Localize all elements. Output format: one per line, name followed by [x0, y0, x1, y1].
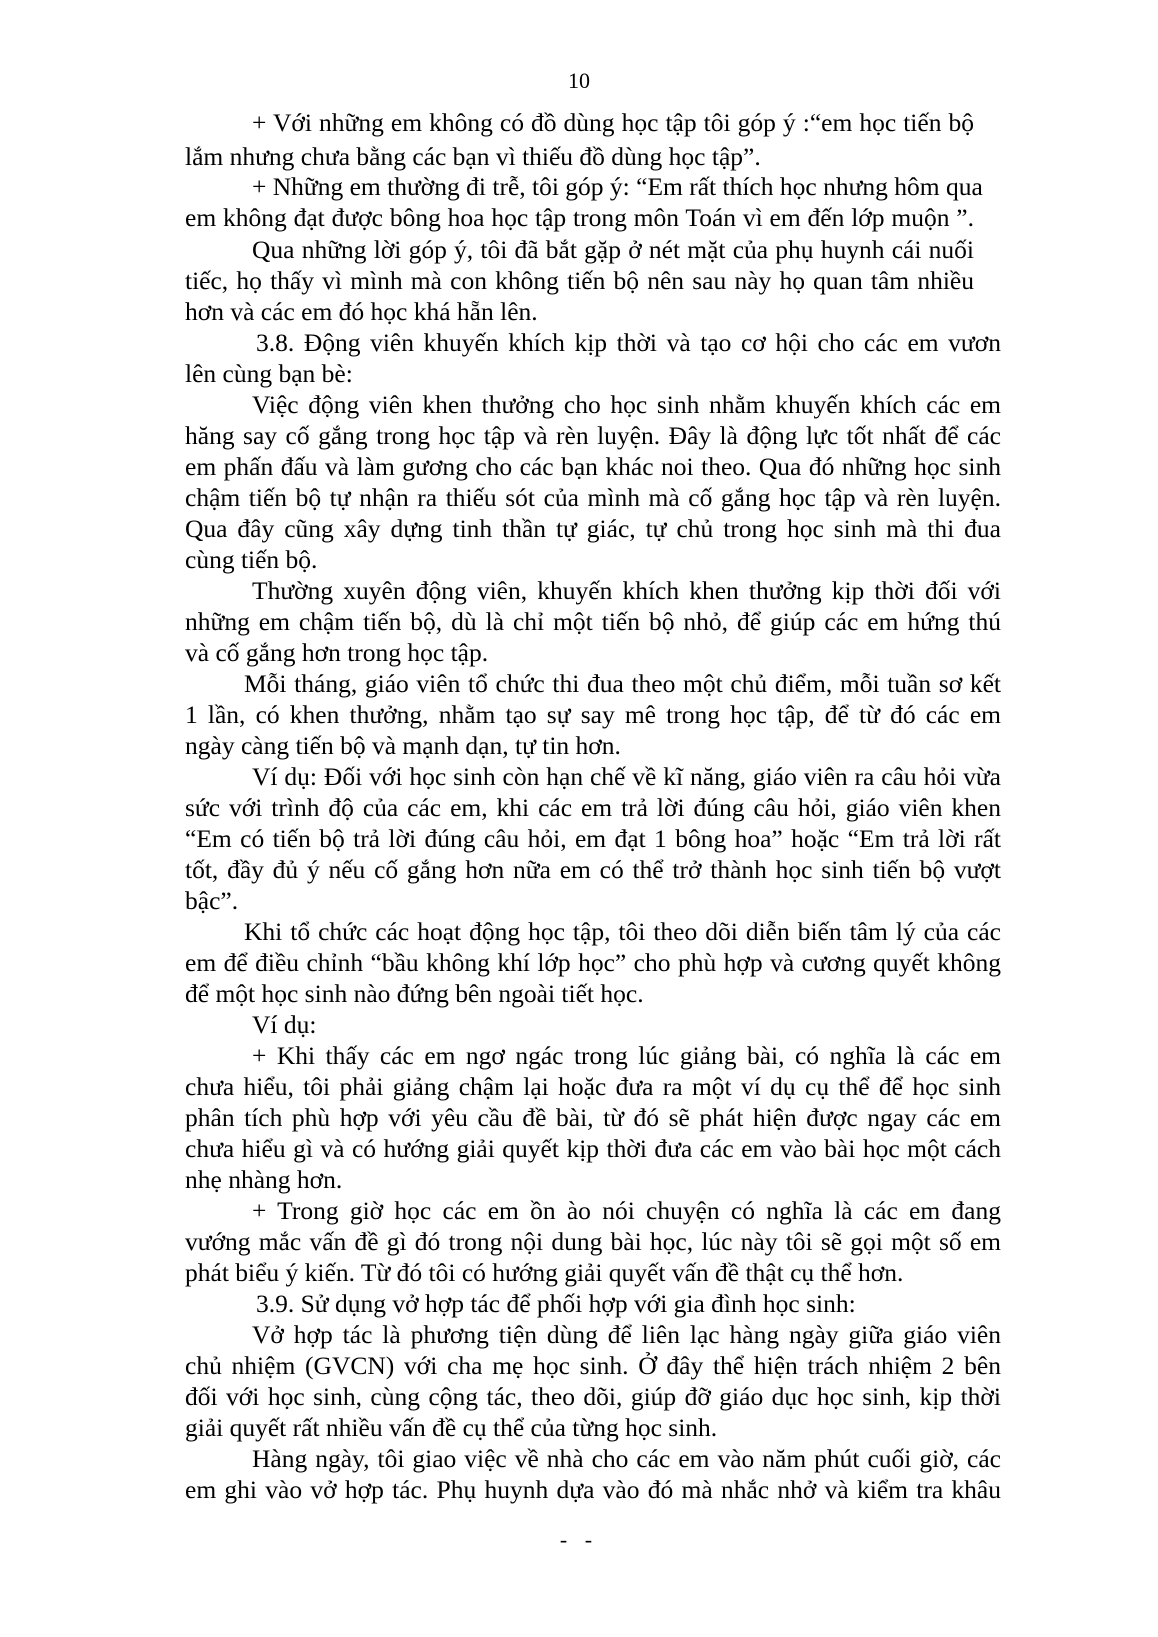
text-line: Qua đây cũng xây dựng tinh thần tự giác, tự chủ trong học sinh mà thi đua: [185, 514, 1001, 543]
text-line: em ghi vào vở hợp tác. Phụ huynh dựa vào đó mà nhắc nhở và kiểm tra khâu: [185, 1475, 1001, 1504]
text-line: lắm nhưng chưa bằng các bạn vì thiếu đồ dùng học tập”.: [185, 142, 761, 171]
text-line: bậc”.: [185, 886, 239, 915]
text-line: chậm tiến bộ tự nhận ra thiếu sót của mình mà cố gắng học tập và rèn luyện.: [185, 483, 1001, 512]
text-line: + Với những em không có đồ dùng học tập tôi góp ý :“em học tiến bộ: [252, 108, 974, 137]
text-line: Thường xuyên động viên, khuyến khích khen thưởng kịp thời đối với: [252, 576, 1001, 605]
section-heading: lên cùng bạn bè:: [185, 359, 353, 388]
text-line: “Em có tiến bộ trả lời đúng câu hỏi, em đạt 1 bông hoa” hoặc “Em trả lời rất: [185, 824, 1001, 853]
text-line: chủ nhiệm (GVCN) với cha mẹ học sinh. Ở đây thể hiện trách nhiệm 2 bên: [185, 1351, 1001, 1380]
text-line: tốt, đầy đủ ý nếu cố gắng hơn nữa em có thể trở thành học sinh tiến bộ vượt: [185, 855, 1001, 884]
text-line: Qua những lời góp ý, tôi đã bắt gặp ở nét mặt của phụ huynh cái nuối: [252, 235, 974, 264]
text-line: Ví dụ: Đối với học sinh còn hạn chế về kĩ năng, giáo viên ra câu hỏi vừa: [252, 762, 1001, 791]
text-line: 1 lần, có khen thưởng, nhằm tạo sự say mê trong học tập, để từ đó các em: [185, 700, 1001, 729]
section-heading: 3.9. Sử dụng vở hợp tác để phối hợp với gia đình học sinh:: [256, 1289, 856, 1318]
text-line: đối với học sinh, cùng cộng tác, theo dõi, giúp đỡ giáo dục học sinh, kịp thời: [185, 1382, 1001, 1411]
text-line: Việc động viên khen thưởng cho học sinh nhằm khuyến khích các em: [252, 390, 1001, 419]
text-line: phân tích phù hợp với yêu cầu đề bài, từ đó sẽ phát hiện được ngay các em: [185, 1103, 1001, 1132]
text-line: vướng mắc vấn đề gì đó trong nội dung bài học, lúc này tôi sẽ gọi một số em: [185, 1227, 1001, 1256]
text-line: sức với trình độ của các em, khi các em trả lời đúng câu hỏi, giáo viên khen: [185, 793, 1001, 822]
text-line: và cố gắng hơn trong học tập.: [185, 638, 489, 667]
text-line: Hàng ngày, tôi giao việc về nhà cho các em vào năm phút cuối giờ, các: [252, 1444, 1001, 1473]
text-line: tiếc, họ thấy vì mình mà con không tiến bộ nên sau này họ quan tâm nhiều: [185, 266, 974, 295]
text-line: Khi tổ chức các hoạt động học tập, tôi theo dõi diễn biến tâm lý của các: [244, 917, 1001, 946]
text-line: + Khi thấy các em ngơ ngác trong lúc giảng bài, có nghĩa là các em: [252, 1041, 1001, 1070]
text-line: em không đạt được bông hoa học tập trong môn Toán vì em đến lớp muộn ”.: [185, 203, 974, 232]
page-footer: - -: [559, 1527, 599, 1552]
text-line: Mỗi tháng, giáo viên tổ chức thi đua theo một chủ điểm, mỗi tuần sơ kết: [244, 669, 1001, 698]
page-number: 10: [568, 68, 590, 93]
text-line: những em chậm tiến bộ, dù là chỉ một tiến bộ nhỏ, để giúp các em hứng thú: [185, 607, 1001, 636]
text-line: cùng tiến bộ.: [185, 545, 318, 574]
text-line: Ví dụ:: [252, 1010, 317, 1039]
text-line: giải quyết rất nhiều vấn đề cụ thể của từng học sinh.: [185, 1413, 718, 1442]
text-line: phát biểu ý kiến. Từ đó tôi có hướng giải quyết vấn đề thật cụ thể hơn.: [185, 1258, 904, 1287]
text-line: Vở hợp tác là phương tiện dùng để liên lạc hàng ngày giữa giáo viên: [252, 1320, 1001, 1349]
text-line: em để điều chỉnh “bầu không khí lớp học” cho phù hợp và cương quyết không: [185, 948, 1001, 977]
text-line: chưa hiểu, tôi phải giảng chậm lại hoặc đưa ra một ví dụ cụ thể để học sinh: [185, 1072, 1001, 1101]
text-line: + Trong giờ học các em ồn ào nói chuyện có nghĩa là các em đang: [252, 1196, 1001, 1225]
text-line: để một học sinh nào đứng bên ngoài tiết học.: [185, 979, 644, 1008]
text-line: ngày càng tiến bộ và mạnh dạn, tự tin hơn.: [185, 731, 621, 760]
text-line: chưa hiểu gì và có hướng giải quyết kịp thời đưa các em vào bài học một cách: [185, 1134, 1001, 1163]
text-line: nhẹ nhàng hơn.: [185, 1165, 343, 1194]
text-line: em phấn đấu và làm gương cho các bạn khác noi theo. Qua đó những học sinh: [185, 452, 1001, 481]
text-line: hăng say cố gắng trong học tập và rèn luyện. Đây là động lực tốt nhất để các: [185, 421, 1001, 450]
text-line: + Những em thường đi trễ, tôi góp ý: “Em rất thích học nhưng hôm qua: [252, 172, 983, 201]
section-heading: 3.8. Động viên khuyến khích kịp thời và tạo cơ hội cho các em vươn: [256, 328, 1001, 357]
text-line: hơn và các em đó học khá hẵn lên.: [185, 297, 538, 326]
